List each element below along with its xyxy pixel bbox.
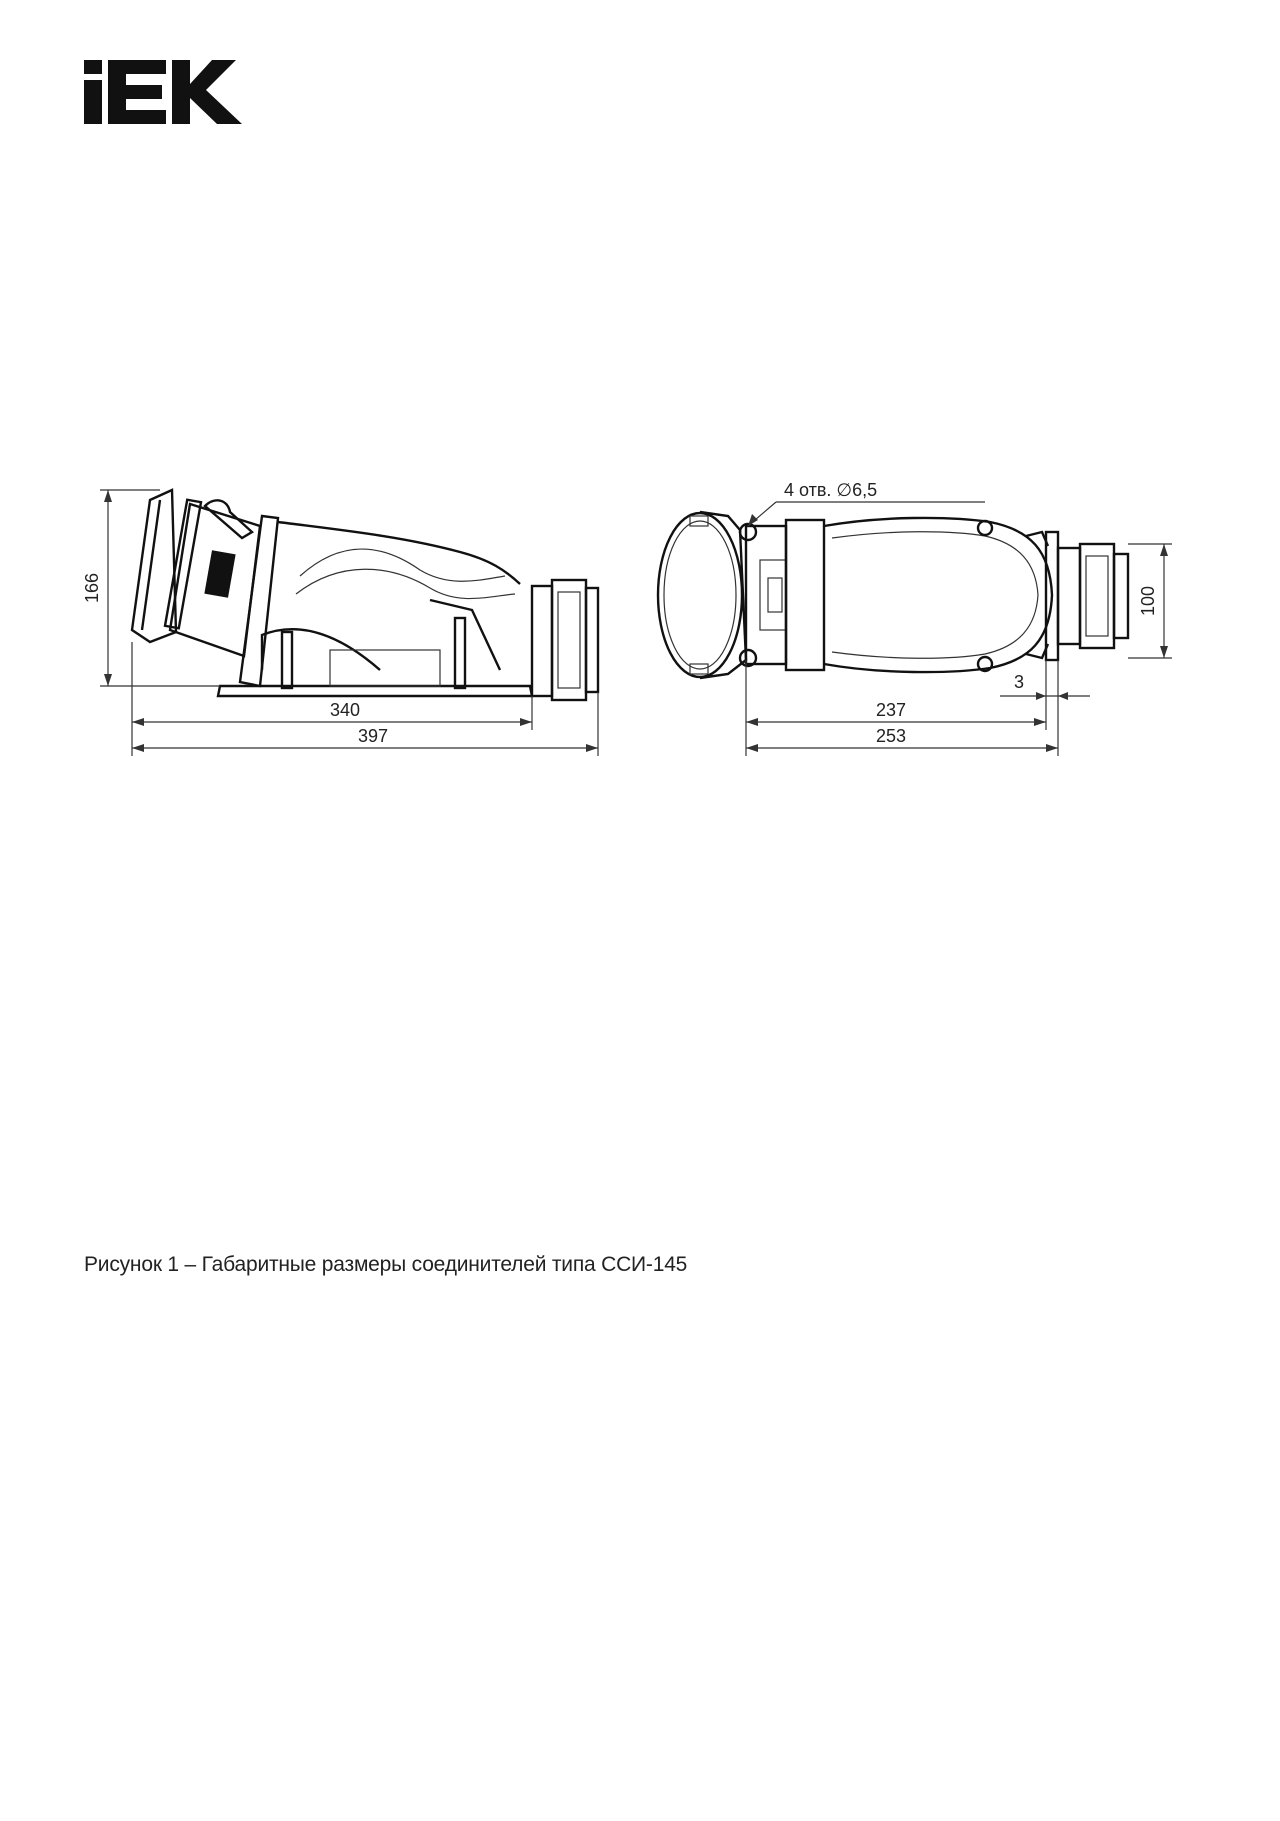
holes-note: 4 отв. ∅6,5: [784, 480, 878, 500]
dim-340: 340: [329, 700, 361, 720]
dim-237: 237: [875, 700, 907, 720]
dim-397: 397: [357, 726, 389, 746]
angled-socket-view: [82, 490, 598, 756]
figure-caption: Рисунок 1 – Габаритные размеры соединителей типа ССИ-145: [84, 1253, 688, 1276]
straight-connector-view: [658, 480, 1172, 756]
dim-166: 166: [82, 572, 102, 604]
dim-100: 100: [1138, 585, 1158, 617]
iek-logo: [84, 60, 244, 124]
dim-3: 3: [1013, 672, 1025, 692]
dimension-drawing: [0, 460, 1280, 790]
dim-253: 253: [875, 726, 907, 746]
